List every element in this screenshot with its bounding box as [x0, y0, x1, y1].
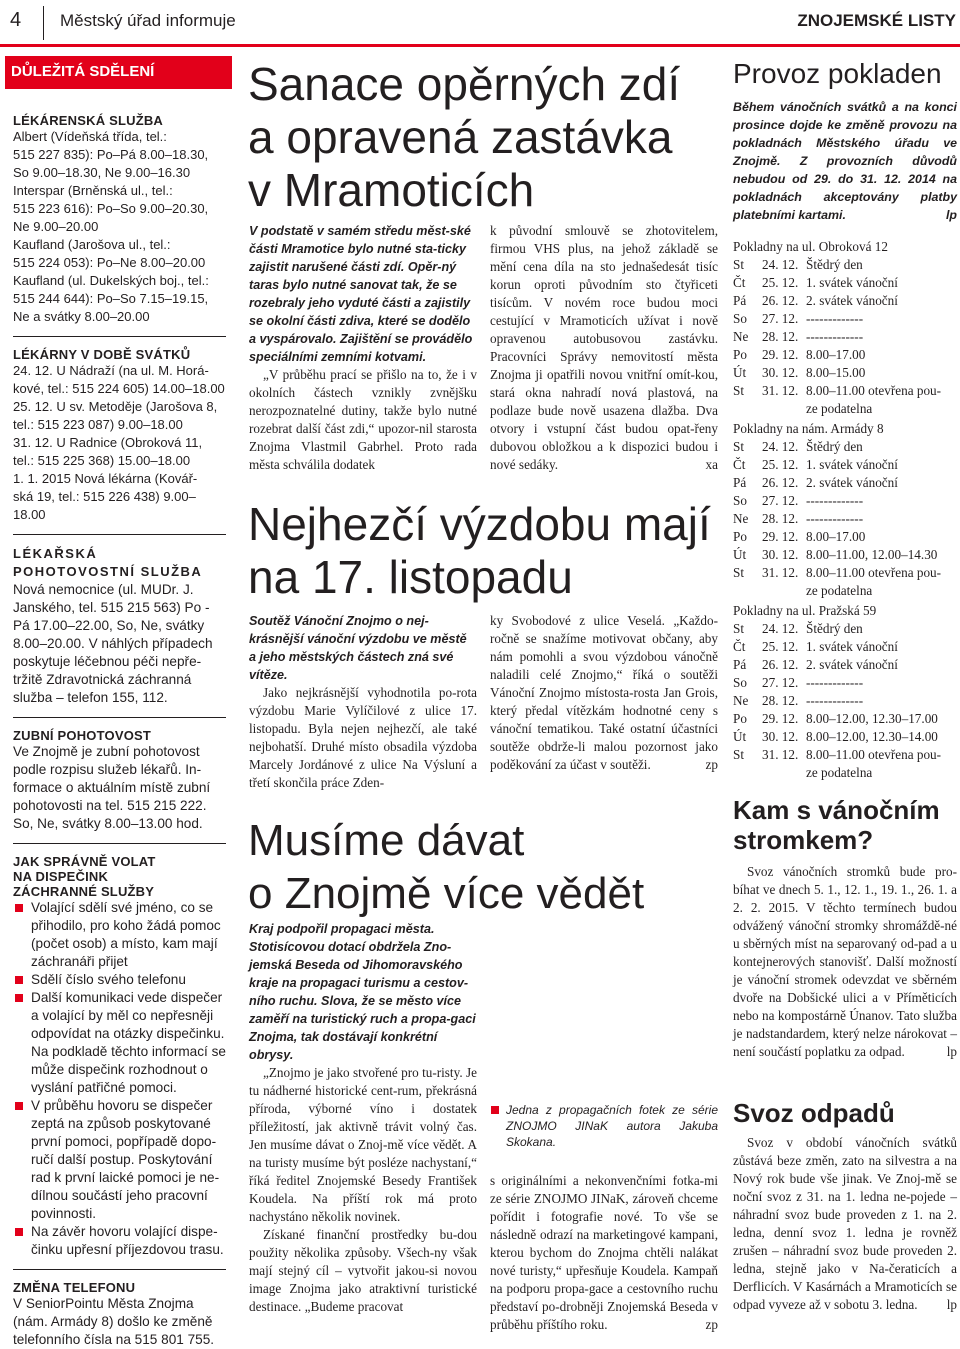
text-line: So 9.00–18.30, Ne 9.00–16.30 [13, 165, 191, 180]
article-column [490, 612, 718, 774]
waste-body: Svoz v období vánočních svátků zůstává beze změn, zato na silvestra a na Nový rok bude vše jinak. Ve Znoj-mě se noční svoz z 31. na 1. ledna ne-pojede – náhradní svoz bude proveden z 1. na 2. ledna, denní svoz 1. ledna je rovněž zrušen – náhradní svoz bude proveden 2. ledna, stejně jako v Na-čeraticích a Derflicích. V Kasárnách a Mramoticích se odpad vyveze až v sobotu 3. ledna. lp [733, 1135, 957, 1312]
holiday-pharmacy-heading: LÉKÁRNY V DOBĚ SVÁTKŮ [13, 347, 191, 362]
text-line: 515 244 644): Po–So 7.15–19.15, [13, 291, 209, 306]
article-lead: Soutěž Vánoční Znojmo o nej-krásnější vánoční výzdobu ve městě a jeho městských částech zná své vítěze. [249, 614, 467, 682]
schedule-cell: 25. 12. [762, 275, 799, 290]
headline-line: na 17. listopadu [248, 551, 573, 603]
schedule-note: ze podatelna [806, 401, 873, 416]
schedule-cell: 2. svátek vánoční [806, 657, 898, 672]
schedule-row [733, 564, 957, 582]
article-column [249, 222, 477, 474]
dispatch-bullet-item: Další komunikaci vede dispečer a volající by měl co nepřesněji odpovídat na otázky dispečinku. Na podkladě těchto informací se může dispečink rozhodnout o vyslání patřičné pomoci. [13, 989, 226, 1097]
text-line: Ne a svátky 8.00–20.00 [13, 309, 150, 324]
schedule-cell: St [733, 439, 744, 454]
schedule-cell: 24. 12. [762, 257, 799, 272]
schedule-cell: Út [733, 547, 747, 562]
waste-section [733, 1098, 957, 1314]
author-signature: lp [945, 208, 957, 222]
schedule-cell: 31. 12. [762, 747, 799, 762]
divider [13, 336, 226, 337]
text-line: Albert (Vídeňská třída, tel.: [13, 129, 167, 144]
text-line: formace o aktuálním místě zubní [13, 780, 211, 795]
dispatch-heading-line: JAK SPRÁVNĚ VOLAT [13, 854, 156, 869]
headline-line: v Mramoticích [248, 164, 535, 216]
important-notices-sidebar [5, 56, 232, 1347]
headline-line: Sanace opěrných zdí [248, 58, 681, 110]
author-signature: zp [705, 1317, 718, 1332]
text-line: 24. 12. U Nádraží (na ul. M. Horá- [13, 363, 209, 378]
text-line: Interspar (Brněnská ul., tel.: [13, 183, 173, 198]
tree-body: Svoz vánočních stromků bude pro-bíhat ve dnech 5. 1., 12. 1., 19. 1., 26. 1. a 2. 2. 2015. V těchto termínech budou odvážený vánoční stromky shromáždě-né u sběrných míst na separovaný od-pad a u kontejnerových stanovišť. Další možností je vánoční stromek odevzdat ve sběrném dvoře na Dobšické ulici a v Příměticích nebo na kompostárně Únanov. Tato služba je nadstandardem, který nelze nárokovat – není součástí poplatku za odpad. lp [733, 864, 957, 1059]
dispatch-heading [13, 854, 226, 899]
text-line: 18.00 [13, 507, 46, 522]
dispatch-bullet-item: V průběhu hovoru se dispečer zeptá na způsob poskytované první pomoci, popřípadě dopo-ručí další postup. Poskytování rad k první laické pomoci je ne-dílnou součástí jeho pracovní povinnosti. [13, 1097, 226, 1223]
cash-desk-schedule [733, 238, 957, 782]
photo-caption: Jedna z propagačních fotek ze série ZNOJMO JINaK autora Jakuba Skokana. [490, 1102, 718, 1150]
schedule-cell: 31. 12. [762, 383, 799, 398]
text-line: 25. 12. U sv. Metoděje (Jarošova 8, [13, 399, 218, 414]
article-body: Získané finanční prostředky bu-dou použity několika způsoby. Všech-ny však mají stejný cíl – vytvořit jakou-si novou image Znojma jako atraktivní turistické destinace. „Budeme pracovat [249, 1227, 477, 1314]
dispatch-bullet-item: Na závěr hovoru volající dispe-činku upřesní příjezdovou trasu. [13, 1223, 226, 1259]
schedule-row [733, 364, 957, 382]
schedule-cell: Pá [733, 475, 747, 490]
schedule-cell: Út [733, 729, 747, 744]
schedule-cell: 1. svátek vánoční [806, 639, 898, 654]
article-body: ky Svobodové z ulice Veselá. „Každo-ročně se snažíme motivovat občany, aby nám pomohli a svou výzdobou vánočně naladili celé Znojmo,“ říká o soutěži Vánoční Znojmo místosta-rosta Jan Grois, který předal vítězkám hodnotné ceny s vánoční tematikou. Také ostatní účastníci soutěže obdrže-li malou pozornost jako poděkování za účast v soutěži. zp [490, 613, 718, 772]
emergency-text [13, 581, 226, 707]
schedule-cell: Po [733, 711, 747, 726]
section-title: Městský úřad informuje [60, 11, 236, 30]
text-line: Kaufland (ul. Dukelských boj., tel.: [13, 273, 209, 288]
schedule-cell: Štědrý den [806, 257, 863, 272]
dispatch-instructions [13, 899, 226, 1259]
schedule-row [733, 346, 957, 364]
schedule-row [733, 256, 957, 274]
text-line: Ve Znojmě je zubní pohotovost [13, 744, 200, 759]
schedule-cell: Út [733, 365, 747, 380]
schedule-cell: So [733, 675, 747, 690]
schedule-cell: 1. svátek vánoční [806, 275, 898, 290]
schedule-cell: 8.00–17.00 [806, 529, 866, 544]
schedule-row [733, 456, 957, 474]
schedule-row [733, 692, 957, 710]
schedule-cell: So [733, 493, 747, 508]
schedule-row [733, 546, 957, 564]
text-line: telefonního čísla na 515 801 755. [13, 1332, 215, 1347]
schedule-cell: Štědrý den [806, 621, 863, 636]
page-header [0, 0, 960, 47]
schedule-cell: Čt [733, 639, 746, 654]
schedule-cell: St [733, 565, 744, 580]
pharmacy-list [13, 128, 226, 326]
divider [13, 534, 226, 535]
schedule-cell: Po [733, 347, 747, 362]
article-body: „Znojmo je jako stvořené pro tu-risty. Je tu nádherné historické cent-rum, překrásná příroda, výborné víno i dostatek příležitostí, jak aktivně trávit volný čas. Jen musíme dávat o Znoj-mě více vědět. A na turisty musíme být posléze nachystaní,“ říká ředitel Znojemské Besedy František Koudela. Na příští rok má proto nachystáno několik novinek. [249, 1065, 477, 1224]
emergency-heading: LÉKAŘSKÁ POHOTOVOSTNÍ SLUŽBA [13, 546, 203, 579]
headline-line: Musíme dávat [248, 816, 525, 865]
article-body: „V průběhu prací se přišlo na to, že i v okolních částech vznikly zvnějšku nerozpoznatelné dutiny, takže bylo nutné rozebrat další část zdi,“ upozor-nil starosta Znojma Vlastmil Gabrhel. Proto rada města schválila dodatek [249, 367, 477, 472]
schedule-row [733, 274, 957, 292]
article-column [490, 1102, 718, 1334]
schedule-cell: 8.00–15.00 [806, 365, 866, 380]
tree-title-line: Kam s vánočním [733, 795, 940, 825]
schedule-cell: 29. 12. [762, 347, 799, 362]
schedule-row [733, 328, 957, 346]
cash-desk-name: Pokladny na ul. Obroková 12 [733, 239, 888, 254]
cash-desk-name: Pokladny na ul. Pražská 59 [733, 603, 877, 618]
schedule-cell: 27. 12. [762, 493, 799, 508]
schedule-cell: 27. 12. [762, 675, 799, 690]
headline-line: Nejhezčí výzdobu mají [248, 498, 711, 550]
schedule-cell: Čt [733, 275, 746, 290]
schedule-cell: 29. 12. [762, 711, 799, 726]
schedule-note: ze podatelna [806, 583, 873, 598]
text-line: tel.: 515 225 368) 15.00–18.00 [13, 453, 191, 468]
schedule-row [733, 292, 957, 310]
schedule-cell: 8.00–12.00, 12.30–14.00 [806, 729, 938, 744]
schedule-cell: 28. 12. [762, 329, 799, 344]
schedule-cell: 30. 12. [762, 365, 799, 380]
text-line: poskytuje léčebnou péči nepře- [13, 654, 202, 669]
headline-line: a opravená zastávka [248, 111, 673, 163]
schedule-cell: So [733, 311, 747, 326]
tree-title [733, 795, 957, 855]
text-line: pohotovosti na tel. 515 215 222. [13, 798, 207, 813]
schedule-cell: 8.00–11.00 otevřena pou- [806, 747, 942, 762]
headline-line: o Znojmě více vědět [248, 869, 645, 918]
schedule-cell: 8.00–12.00, 12.30–17.00 [806, 711, 938, 726]
schedule-note: ze podatelna [806, 765, 873, 780]
schedule-cell: St [733, 383, 744, 398]
schedule-cell: 25. 12. [762, 457, 799, 472]
schedule-cell: 8.00–11.00 otevřena pou- [806, 565, 942, 580]
page-number: 4 [10, 9, 22, 31]
holiday-pharmacy-list [13, 362, 226, 524]
divider [13, 1269, 226, 1270]
text-line: ská 19, tel.: 515 226 438) 9.00– [13, 489, 196, 504]
schedule-cell: 31. 12. [762, 565, 799, 580]
schedule-cell: ------------- [806, 311, 864, 326]
schedule-cell: ------------- [806, 511, 864, 526]
headline-decoration-contest [248, 498, 711, 604]
text-line: (nám. Armády 8) došlo ke změně [13, 1314, 213, 1329]
divider [13, 843, 226, 844]
schedule-row [733, 310, 957, 328]
divider [13, 717, 226, 718]
schedule-cell: 1. svátek vánoční [806, 457, 898, 472]
text-line: podle rozpisu služeb lékařů. In- [13, 762, 202, 777]
schedule-row [733, 728, 957, 746]
schedule-row [733, 382, 957, 400]
schedule-row [733, 474, 957, 492]
dispatch-heading-line: NA DISPEČINK [13, 869, 109, 884]
schedule-row [733, 656, 957, 674]
schedule-cell: Štědrý den [806, 439, 863, 454]
schedule-row [733, 620, 957, 638]
article-lead: Kraj podpořil propagaci města. Stotisícovou dotací obdržela Zno-jemská Beseda od Jihomoravského kraje na propagaci turismu a cestov-ního ruchu. Slova, že se město více zaměří na turistický ruch a propa-gaci Znojma, tak dostávají konkrétní obrysy. [249, 922, 476, 1062]
author-signature: xa [705, 457, 718, 472]
schedule-row [733, 528, 957, 546]
phone-change-heading: ZMĚNA TELEFONU [13, 1280, 136, 1295]
christmas-tree-section [733, 795, 957, 1061]
text-line: 515 223 616): Po–So 9.00–20.30, [13, 201, 209, 216]
schedule-cell: Po [733, 529, 747, 544]
article-lead: V podstatě v samém středu měst-ské části Mramotice bylo nutné sta-ticky zajistit narušené části zdí. Opěr-ný taras bylo nutné sanovat tak, že se rozebraly jeho vyduté části a zajistily se okolní části zdiva, které se dodělo a vyspárovalo. Zajištění se provádělo speciálními zemními kotvami. [249, 224, 473, 364]
schedule-cell: St [733, 257, 744, 272]
phone-change-text [13, 1295, 226, 1349]
text-line: 515 224 053): Po–Ne 8.00–20.00 [13, 255, 206, 270]
article-body: k původní smlouvě se zhotovitelem, firmou VHS plus, na jehož základě se mění cena díla na sto jednašedesát tisíc korun oproti původním sto čtyřiceti tisícům. V novém roce budou moci cestující v Mramoticích užívat i nově opravenou autobusovou zastávku. Pracovníci Správy nemovitostí města Znojma ji opatřili novou vnitřní omít-kou, stará okna nahradí nová plastová, na podlaze bude nově usazena dlažba. Dva otvory i vstupní část budou opat-řeny dubovou obložkou a k dispozici budou i nové sedáky. xa [490, 223, 718, 472]
cash-desk-name: Pokladny na nám. Armády 8 [733, 421, 884, 436]
cash-desk-section [733, 58, 957, 782]
text-line: tržitě Zdravotnická záchranná [13, 672, 192, 687]
text-line: Janského, tel. 515 215 563) Po - [13, 600, 210, 615]
schedule-cell: 28. 12. [762, 511, 799, 526]
schedule-cell: Ne [733, 329, 749, 344]
schedule-cell: Ne [733, 511, 749, 526]
schedule-cell: Ne [733, 693, 749, 708]
schedule-cell: 2. svátek vánoční [806, 293, 898, 308]
dispatch-bullet-item: Volající sdělí své jméno, co se přihodilo, pro koho žádá pomoc (počet osob) a místo, kam mají záchranáři přijet [13, 899, 226, 971]
publication-name: ZNOJEMSKÉ LISTY [797, 11, 956, 30]
schedule-cell: 26. 12. [762, 657, 799, 672]
headline-tourism [248, 814, 644, 920]
schedule-cell: St [733, 747, 744, 762]
article-column [249, 612, 477, 792]
text-line: V SeniorPointu Města Znojma [13, 1296, 194, 1311]
dental-heading: ZUBNÍ POHOTOVOST [13, 728, 152, 743]
schedule-cell: 30. 12. [762, 547, 799, 562]
schedule-row [733, 438, 957, 456]
schedule-row [733, 510, 957, 528]
text-line: Ne 9.00–20.00 [13, 219, 99, 234]
schedule-cell: 24. 12. [762, 621, 799, 636]
schedule-cell: 27. 12. [762, 311, 799, 326]
text-line: Pá 17.00–22.00, So, Ne, svátky [13, 618, 205, 633]
sidebar-title: DŮLEŽITÁ SDĚLENÍ [5, 56, 232, 89]
schedule-cell: Pá [733, 293, 747, 308]
schedule-cell: St [733, 621, 744, 636]
schedule-row [733, 710, 957, 728]
schedule-cell: ------------- [806, 493, 864, 508]
schedule-cell: 26. 12. [762, 293, 799, 308]
waste-title: Svoz odpadů [733, 1098, 895, 1128]
schedule-cell: 29. 12. [762, 529, 799, 544]
schedule-cell: ------------- [806, 329, 864, 344]
schedule-cell: Čt [733, 457, 746, 472]
text-line: 1. 1. 2015 Nová lékárna (Kovář- [13, 471, 198, 486]
schedule-cell: ------------- [806, 675, 864, 690]
schedule-cell: 8.00–11.00 otevřena pou- [806, 383, 942, 398]
author-signature: lp [946, 1297, 957, 1312]
schedule-cell: 8.00–11.00, 12.00–14.30 [806, 547, 938, 562]
text-line: So, Ne, svátky 8.00–13.00 hod. [13, 816, 203, 831]
schedule-row [733, 638, 957, 656]
headline-retaining-walls [248, 58, 680, 217]
sidebar-content [5, 113, 232, 1349]
header-divider [43, 6, 44, 40]
schedule-row [733, 674, 957, 692]
article-column [490, 222, 718, 474]
cash-desk-lead: Během vánočních svátků a na konci prosince dojde ke změně provozu na pokladnách Městského úřadu ve Znojmě. Z provozních důvodů nebudou od 29. do 31. 12. 2014 na pokladnách akceptovány platby platebními kartami. lp [733, 100, 957, 222]
schedule-cell: 24. 12. [762, 439, 799, 454]
article-column [249, 920, 477, 1316]
dispatch-heading-line: ZÁCHRANNÉ SLUŽBY [13, 884, 155, 899]
author-signature: lp [946, 1044, 957, 1059]
schedule-row [733, 746, 957, 764]
author-signature: zp [705, 757, 718, 772]
schedule-cell: ------------- [806, 693, 864, 708]
schedule-cell: 30. 12. [762, 729, 799, 744]
text-line: Kaufland (Jarošova ul., tel.: [13, 237, 171, 252]
text-line: kové, tel.: 515 224 605) 14.00–18.00 [13, 381, 225, 396]
tree-title-line: stromkem? [733, 825, 874, 855]
text-line: 8.00–20.00. V náhlých případech [13, 636, 213, 651]
schedule-cell: Pá [733, 657, 747, 672]
text-line: služba – telefon 155, 112. [13, 690, 168, 705]
text-line: 31. 12. U Radnice (Obroková 11, [13, 435, 203, 450]
schedule-cell: 8.00–17.00 [806, 347, 866, 362]
schedule-cell: 28. 12. [762, 693, 799, 708]
schedule-cell: 26. 12. [762, 475, 799, 490]
text-line: Nová nemocnice (ul. MUDr. J. [13, 582, 194, 597]
dispatch-bullet-item: Sdělí číslo svého telefonu [13, 971, 226, 989]
article-body: Jako nejkrásnější vyhodnotila po-rota výzdobu Marie Vylíčilové z ulice 17. listopadu. Byla nejen nejhezčí, ale také nejbohatší. Druhé místo obsadila výzdoba Marcely Jordánové z ulice Na Výsluní a třetí skončila práce Zden- [249, 685, 477, 790]
text-line: tel.: 515 223 087) 9.00–18.00 [13, 417, 183, 432]
dental-text [13, 743, 226, 833]
schedule-cell: 2. svátek vánoční [806, 475, 898, 490]
schedule-cell: 25. 12. [762, 639, 799, 654]
schedule-row [733, 492, 957, 510]
text-line: 515 227 835): Po–Pá 8.00–18.30, [13, 147, 209, 162]
article-body: s originálními a nekonvenčními fotka-mi ze série ZNOJMO JINaK, zároveň chceme pořídit i fotografie nové. To vše se následně odrazí na marketingové kampani, kterou bychom do Znojma chtěli nalákat nové turisty,“ upřesňuje Koudela. Kampaň na podporu propa-gace a cestovního ruchu představí po-drobněji Znojemská Beseda v průběhu příštího roku. zp [490, 1173, 718, 1332]
pharmacy-heading: LÉKÁRENSKÁ SLUŽBA [13, 113, 164, 128]
cash-desk-title: Provoz pokladen [733, 58, 942, 89]
